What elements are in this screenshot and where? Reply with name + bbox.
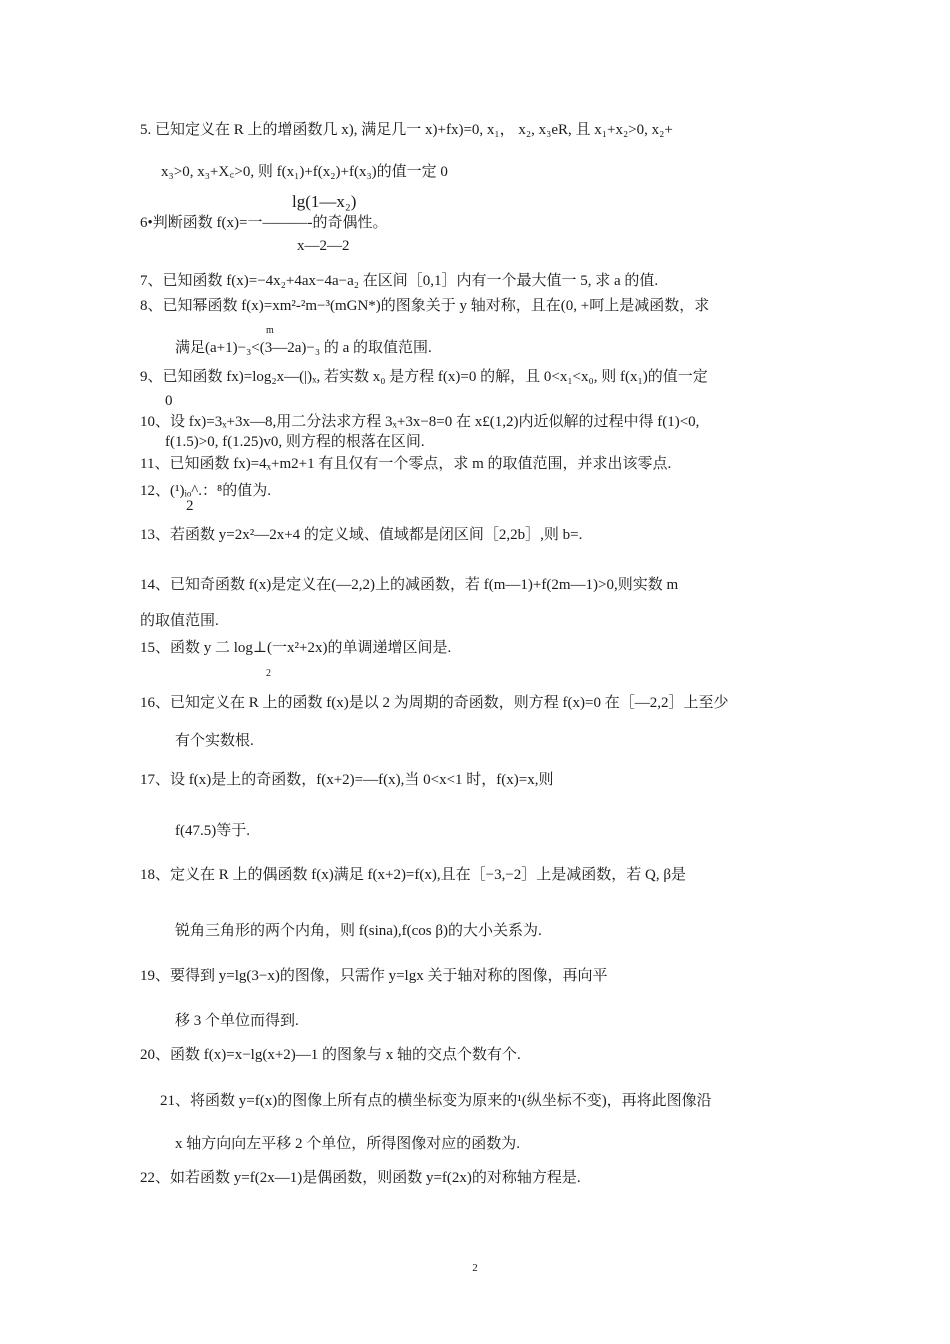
problem-15: 15、函数 y 二 log⊥(一x²+2x)的单调递增区间是. (140, 640, 452, 656)
problem-17-line-2: f(47.5)等于. (175, 823, 250, 839)
problem-19-line-2: 移 3 个单位而得到. (175, 1013, 299, 1029)
problem-17-line-1: 17、设 f(x)是上的奇函数，f(x+2)=—f(x),当 0<x<1 时，f(x)=x,则 (140, 772, 554, 788)
problem-12-denominator: 2 (186, 498, 194, 514)
problem-15-subscript: 2 (266, 668, 271, 679)
problem-10-line-2: f(1.5)>0, f(1.25)v0, 则方程的根落在区间. (165, 434, 425, 450)
problem-6-denominator: x—2—2 (297, 238, 350, 254)
problem-8-subscript: m (266, 325, 274, 336)
problem-14-line-2: 的取值范围. (140, 613, 219, 629)
problem-5-line-1: 5. 已知定义在 R 上的增函数几 x), 满足几一 x)+fx)=0, x₁， x₂, x₃eR, 且 x₁+x₂>0, x₂+ (140, 122, 673, 138)
problem-19-line-1: 19、要得到 y=lg(3−x)的图像，只需作 y=lgx 关于轴对称的图像，再向平 (140, 968, 608, 984)
problem-13: 13、若函数 y=2x²—2x+4 的定义域、值域都是闭区间［2,2b］,则 b=. (140, 527, 583, 543)
problem-5-line-2: x₃>0, x₃+X꜀>0, 则 f(x₁)+f(x₂)+f(x₃)的值一定 0 (161, 164, 448, 180)
problem-6-line: 6•判断函数 f(x)=一———-的奇偶性。 (140, 215, 388, 231)
problem-8-line-1: 8、已知幂函数 f(x)=xm²-²m−³(mGN*)的图象关于 y 轴对称，且在(0, +呵上是减函数，求 (140, 298, 710, 314)
problem-7: 7、已知函数 f(x)=−4x₂+4ax−4a−a₂ 在区间［0,1］内有一个最大值一 5, 求 a 的值. (140, 273, 659, 289)
problem-21-line-1: 21、将函数 y=f(x)的图像上所有点的横坐标变为原来的¹(纵坐标不变)，再将此图像沿 (160, 1093, 712, 1109)
problem-22: 22、如若函数 y=f(2x—1)是偶函数，则函数 y=f(2x)的对称轴方程是. (140, 1170, 581, 1186)
problem-6-numerator: lg(1—x₂) (292, 192, 357, 211)
page-number: 2 (472, 1262, 478, 1274)
problem-21-line-2: x 轴方向向左平移 2 个单位，所得图像对应的函数为. (175, 1136, 521, 1152)
problem-10-line-1: 10、设 fx)=3ₓ+3x—8,用二分法求方程 3ₓ+3x−8=0 在 x£(1,2)内近似解的过程中得 f(1)<0, (140, 414, 700, 430)
problem-16-line-1: 16、已知定义在 R 上的函数 f(x)是以 2 为周期的奇函数，则方程 f(x)=0 在［—2,2］上至少 (140, 695, 729, 711)
problem-18-line-2: 锐角三角形的两个内角，则 f(sina),f(cos β)的大小关系为. (175, 923, 542, 939)
problem-14-line-1: 14、已知奇函数 f(x)是定义在(—2,2)上的减函数，若 f(m—1)+f(2m—1)>0,则实数 m (140, 577, 679, 593)
problem-11: 11、已知函数 fx)=4ₓ+m2+1 有且仅有一个零点，求 m 的取值范围，并求出该零点. (140, 456, 672, 472)
problem-9-line-1: 9、已知函数 fx)=log₂x—(|)ₓ, 若实数 x₀ 是方程 f(x)=0 的解，且 0<x₁<x₀, 则 f(x₁)的值一定 (140, 369, 708, 385)
problem-12: 12、(¹)ᵢₒ^.：⁸的值为. (140, 483, 272, 499)
problem-16-line-2: 有个实数根. (175, 733, 254, 749)
problem-18-line-1: 18、定义在 R 上的偶函数 f(x)满足 f(x+2)=f(x),且在［−3,−2］上是减函数，若 Q, β是 (140, 867, 687, 883)
problem-9-line-2: 0 (165, 393, 173, 409)
problem-20: 20、函数 f(x)=x−lg(x+2)—1 的图象与 x 轴的交点个数有个. (140, 1047, 521, 1063)
problem-8-line-2: 满足(a+1)−₃<(3—2a)−₃ 的 a 的取值范围. (175, 340, 432, 356)
